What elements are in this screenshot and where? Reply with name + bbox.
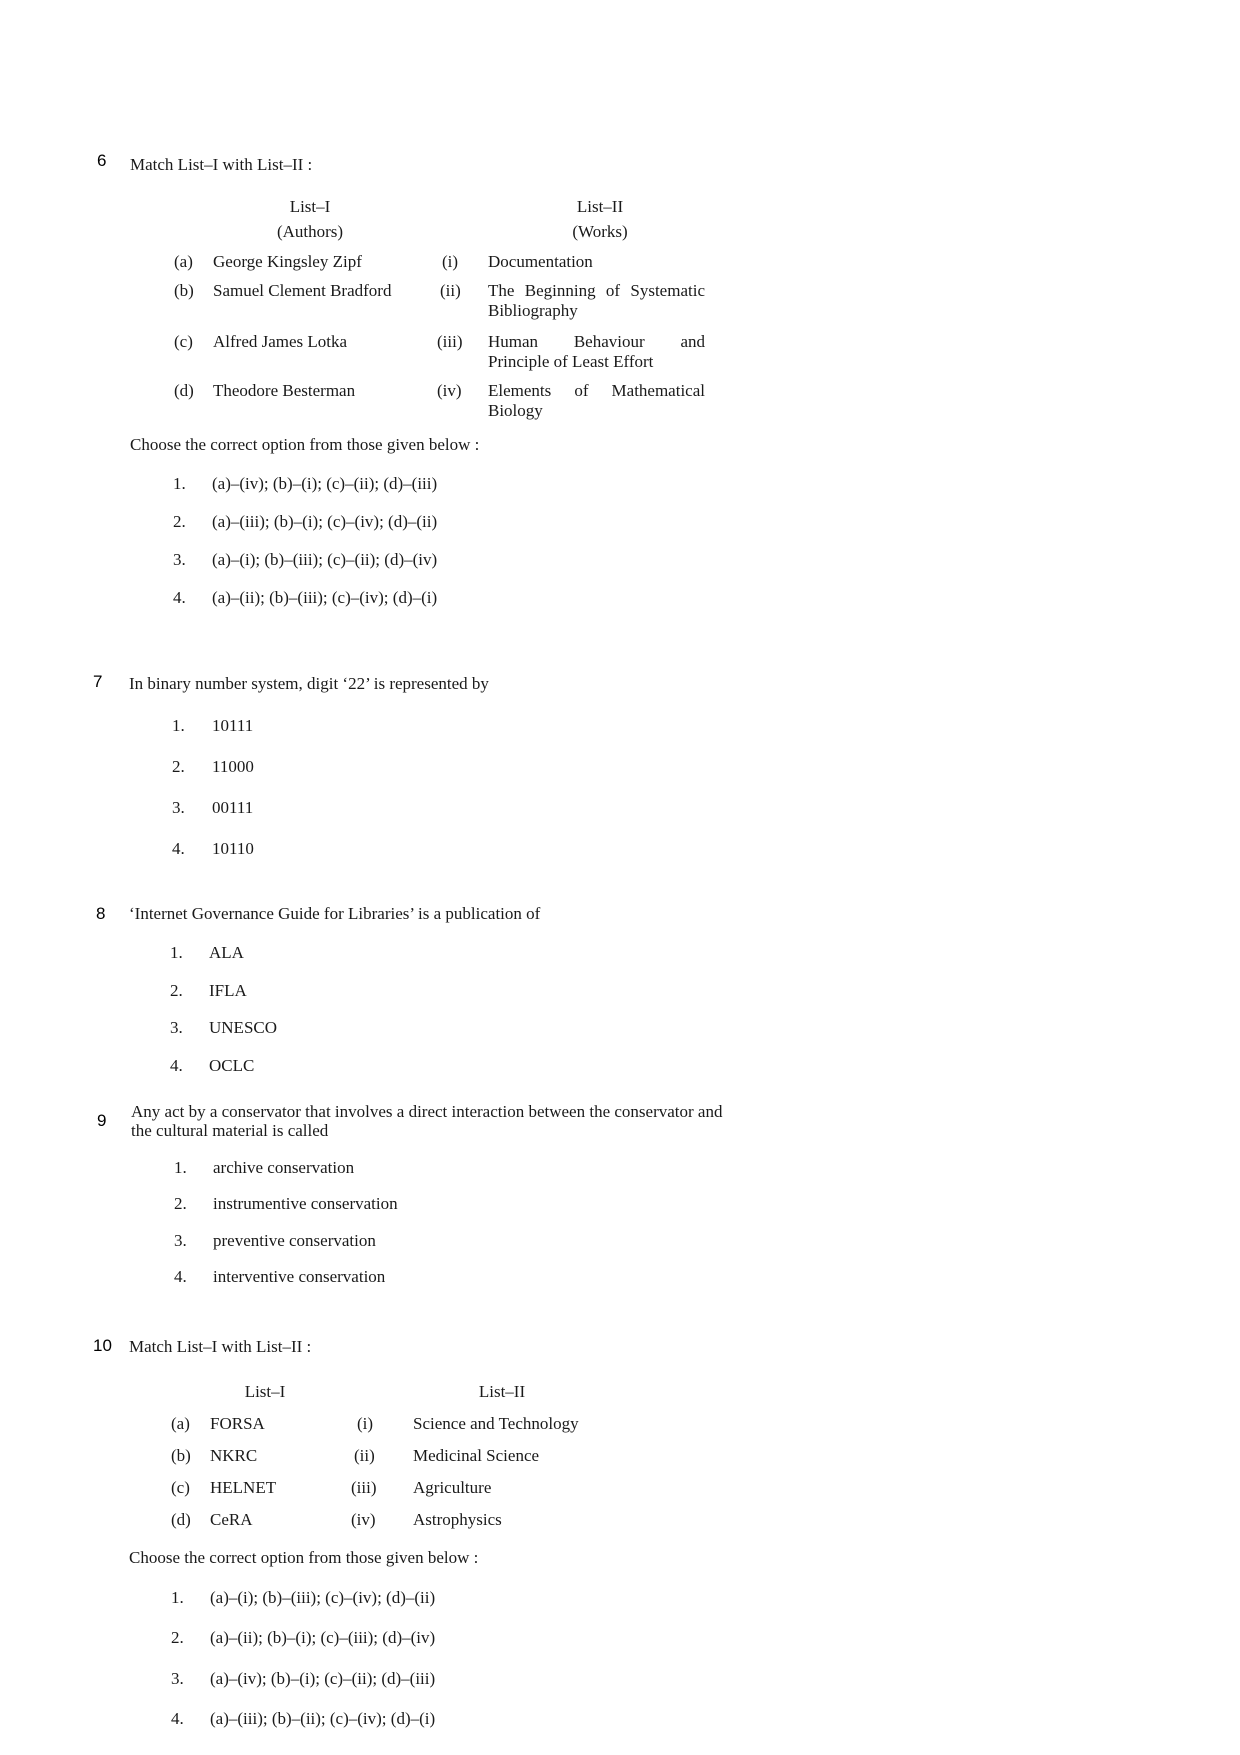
option-text[interactable]: ALA (209, 943, 244, 962)
row-numeral: (i) (357, 1414, 374, 1433)
row-label: (d) (174, 381, 194, 400)
option-text[interactable]: (a)–(iii); (b)–(ii); (c)–(iv); (d)–(i) (210, 1709, 436, 1728)
question-number: 8 (96, 904, 106, 923)
question-number: 6 (97, 151, 107, 170)
list2-item-continued: Principle of Least Effort (488, 352, 654, 371)
option-text[interactable]: 10110 (212, 839, 254, 858)
list2-item: Human Behaviour and (488, 332, 705, 351)
list2-item: Medicinal Science (413, 1446, 540, 1465)
list2-item: Documentation (488, 252, 593, 271)
question-prompt: Match List–I with List–II : (130, 155, 313, 174)
question-prompt: In binary number system, digit ‘22’ is represented by (129, 674, 489, 693)
option-text[interactable]: OCLC (209, 1056, 255, 1075)
list1-item: Theodore Besterman (213, 381, 356, 400)
row-numeral: (iv) (437, 381, 462, 400)
question-prompt: ‘Internet Governance Guide for Libraries’ is a publication of (129, 904, 541, 923)
option-text[interactable]: instrumentive conservation (213, 1194, 398, 1213)
row-label: (b) (174, 281, 194, 300)
list1-title: List–I (289, 197, 331, 216)
list1-subtitle: (Authors) (276, 222, 344, 241)
question-number: 10 (93, 1336, 112, 1355)
list2-subtitle: (Works) (572, 222, 628, 241)
question-prompt: Any act by a conservator that involves a direct interaction between the conservator and (131, 1102, 723, 1121)
list1-title: List–I (244, 1382, 286, 1401)
list1-item: Alfred James Lotka (213, 332, 348, 351)
option-number[interactable]: 3. (170, 1018, 183, 1037)
row-label: (c) (174, 332, 193, 351)
row-numeral: (i) (442, 252, 459, 271)
option-number[interactable]: 1. (171, 1588, 184, 1607)
choose-instruction: Choose the correct option from those given below : (130, 435, 480, 454)
option-text[interactable]: (a)–(i); (b)–(iii); (c)–(ii); (d)–(iv) (212, 550, 438, 569)
option-text[interactable]: (a)–(i); (b)–(iii); (c)–(iv); (d)–(ii) (210, 1588, 436, 1607)
option-number[interactable]: 1. (174, 1158, 187, 1177)
option-number[interactable]: 3. (171, 1669, 184, 1688)
list2-item: Science and Technology (413, 1414, 579, 1433)
option-text[interactable]: (a)–(iv); (b)–(i); (c)–(ii); (d)–(iii) (212, 474, 438, 493)
option-text[interactable]: UNESCO (209, 1018, 278, 1037)
list2-item-continued: Bibliography (488, 301, 578, 320)
option-text[interactable]: 11000 (212, 757, 254, 776)
row-label: (a) (174, 252, 193, 271)
list1-item: FORSA (210, 1414, 265, 1433)
option-number[interactable]: 4. (170, 1056, 183, 1075)
row-label: (c) (171, 1478, 190, 1497)
option-number[interactable]: 4. (173, 588, 186, 607)
option-text[interactable]: archive conservation (213, 1158, 355, 1177)
option-text[interactable]: preventive conservation (213, 1231, 376, 1250)
option-number[interactable]: 1. (170, 943, 183, 962)
option-text[interactable]: interventive conservation (213, 1267, 386, 1286)
row-numeral: (iv) (351, 1510, 376, 1529)
list2-title: List–II (576, 197, 624, 216)
option-text[interactable]: 00111 (212, 798, 254, 817)
option-number[interactable]: 4. (172, 839, 185, 858)
question-number: 7 (93, 672, 103, 691)
list2-title: List–II (478, 1382, 526, 1401)
option-number[interactable]: 1. (173, 474, 186, 493)
list1-item: NKRC (210, 1446, 258, 1465)
option-number[interactable]: 4. (174, 1267, 187, 1286)
list1-item: HELNET (210, 1478, 277, 1497)
option-number[interactable]: 3. (172, 798, 185, 817)
option-number[interactable]: 3. (174, 1231, 187, 1250)
choose-instruction: Choose the correct option from those given below : (129, 1548, 479, 1567)
row-label: (a) (171, 1414, 190, 1433)
list2-item: Astrophysics (413, 1510, 502, 1529)
row-label: (b) (171, 1446, 191, 1465)
row-numeral: (iii) (351, 1478, 377, 1497)
option-text[interactable]: (a)–(iii); (b)–(i); (c)–(iv); (d)–(ii) (212, 512, 438, 531)
list2-item: Elements of Mathematical (488, 381, 705, 400)
option-number[interactable]: 4. (171, 1709, 184, 1728)
option-number[interactable]: 2. (173, 512, 186, 531)
option-number[interactable]: 1. (172, 716, 185, 735)
option-text[interactable]: (a)–(ii); (b)–(iii); (c)–(iv); (d)–(i) (212, 588, 438, 607)
option-text[interactable]: 10111 (212, 716, 254, 735)
option-text[interactable]: (a)–(iv); (b)–(i); (c)–(ii); (d)–(iii) (210, 1669, 436, 1688)
question-prompt-continued: the cultural material is called (131, 1121, 329, 1140)
option-number[interactable]: 2. (172, 757, 185, 776)
option-number[interactable]: 2. (174, 1194, 187, 1213)
question-prompt: Match List–I with List–II : (129, 1337, 312, 1356)
list2-item: The Beginning of Systematic (488, 281, 705, 300)
list1-item: Samuel Clement Bradford (213, 281, 392, 300)
option-number[interactable]: 2. (171, 1628, 184, 1647)
row-numeral: (ii) (440, 281, 461, 300)
list2-item-continued: Biology (488, 401, 543, 420)
list1-item: George Kingsley Zipf (213, 252, 362, 271)
row-label: (d) (171, 1510, 191, 1529)
option-number[interactable]: 2. (170, 981, 183, 1000)
list1-item: CeRA (210, 1510, 253, 1529)
option-text[interactable]: (a)–(ii); (b)–(i); (c)–(iii); (d)–(iv) (210, 1628, 436, 1647)
question-number: 9 (97, 1111, 107, 1130)
list2-item: Agriculture (413, 1478, 492, 1497)
row-numeral: (ii) (354, 1446, 375, 1465)
option-number[interactable]: 3. (173, 550, 186, 569)
option-text[interactable]: IFLA (209, 981, 247, 1000)
row-numeral: (iii) (437, 332, 463, 351)
